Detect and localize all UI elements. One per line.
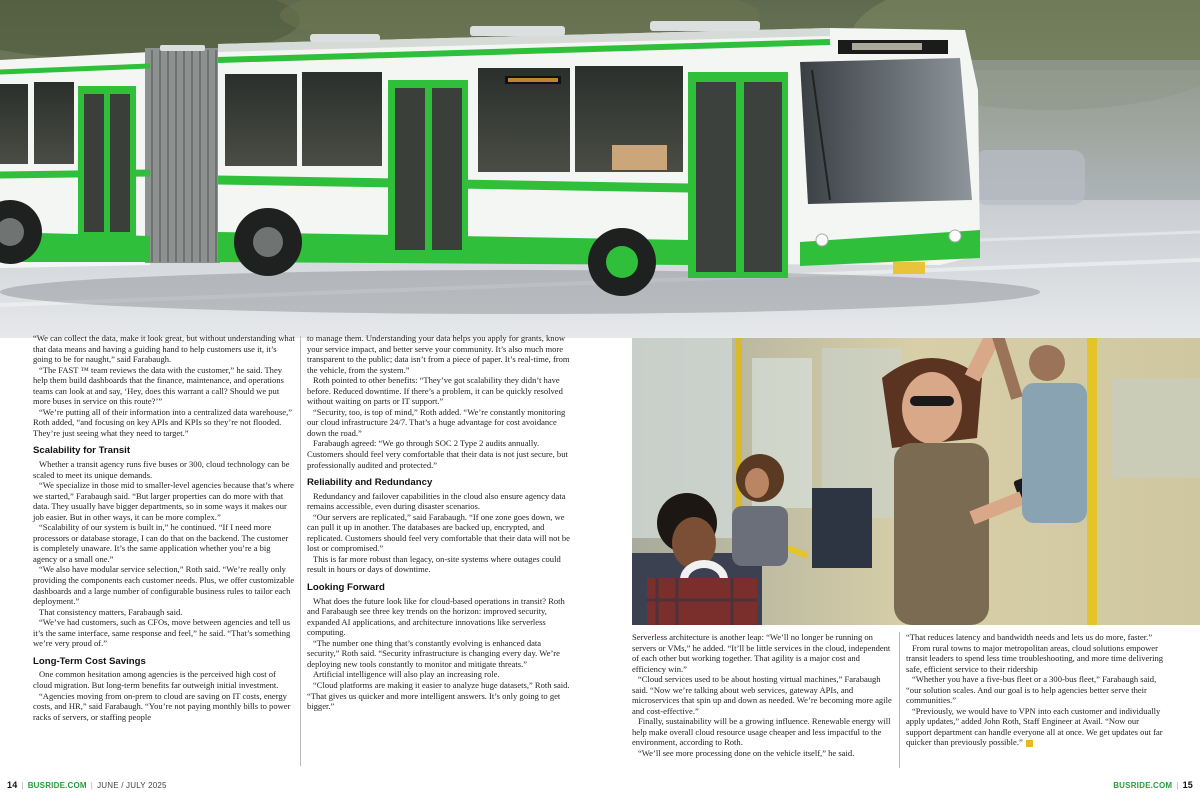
paragraph: “That reduces latency and bandwidth needs and lets us do more, faster.” bbox=[906, 632, 1153, 642]
paragraph: “We also have modular service selection,” Roth said. “We’re really only providing the components each customer needs. Plus, we offer customizable dashboards and a large number of configurable business rules to tailor each deployment.” bbox=[33, 564, 295, 607]
folio-right: BUSRIDE.COM | 15 bbox=[1113, 780, 1193, 790]
paragraph: “The FAST ™ team reviews the data with the customer,” he said. They help them build dashboards that the finance, maintenance, and operations teams can look at and say, ‘Hey, does this warrant a call? Should we put more buses in service on this route?’” bbox=[33, 364, 284, 407]
bus-photo bbox=[0, 0, 1200, 338]
paragraph: “Whether you have a five-bus fleet or a 300-bus fleet,” Farabaugh said, “our solution scales. And our goal is to help agencies better serve their communities.” bbox=[906, 674, 1157, 706]
article-column-4 bbox=[906, 632, 1166, 748]
paragraph: Whether a transit agency runs five buses or 300, cloud technology can be scaled to meet its unique demands. bbox=[33, 459, 290, 480]
paragraph: “We’re putting all of their information into a centralized data warehouse,” Roth added, “and focusing on key APIs and KPIs so they’re not flooded. They’re just seeing what they need to target.” bbox=[33, 406, 293, 438]
paragraph: “Security, too, is top of mind,” Roth added. “We’re constantly monitoring our cloud infrastructure 24/7. That’s a huge advantage for cost avoidance down the road.” bbox=[307, 406, 566, 438]
column-divider bbox=[899, 632, 900, 768]
paragraph: Farabaugh agreed: “We go through SOC 2 Type 2 audits annually. Customers should feel very comfortable that their data is not just secure, but professionally audited and protected.” bbox=[307, 438, 568, 470]
closing-paragraph-text: “Previously, we would have to VPN into each customer and individually apply updates,” added John Roth, Staff Engineer at Avail. “Now our support department can handle everyone all at once. We get updates out far quicker than previously possible.” bbox=[906, 705, 1163, 748]
passengers-illustration bbox=[632, 338, 1200, 625]
paragraph: Artificial intelligence will also play an increasing role. bbox=[313, 669, 500, 680]
paragraph: “Cloud services used to be about hosting virtual machines,” Farabaugh said. “Now we’re talking about web services, gateway APIs, and microservices that spin up and down as needed. We’re becoming more agile and cost-effective.” bbox=[632, 674, 892, 716]
section-heading-cost-savings: Long-Term Cost Savings bbox=[33, 655, 146, 667]
article-column-2 bbox=[307, 333, 570, 712]
article-column-1 bbox=[33, 333, 295, 722]
page-number-left: 14 bbox=[7, 780, 18, 790]
paragraph: “Cloud platforms are making it easier to analyze huge datasets,” Roth said. “That gives us quicker and more intelligent answers. It’s only going to get bigger.” bbox=[307, 679, 570, 712]
paragraph: “We’ll see more processing done on the vehicle itself,” he said. bbox=[638, 748, 855, 759]
issue-date: JUNE / JULY 2025 bbox=[97, 781, 167, 790]
page-number-right: 15 bbox=[1182, 780, 1193, 790]
paragraph: One common hesitation among agencies is the perceived high cost of cloud migration. But long-term benefits far outweigh initial investment. bbox=[33, 669, 279, 690]
paragraph: “Agencies moving from on-prem to cloud are saving on IT costs, energy costs, and HR,” said Farabaugh. “You’re not paying monthly bills to power racks of servers, or staffing people bbox=[33, 690, 291, 722]
brand-link-right[interactable]: BUSRIDE.COM bbox=[1113, 781, 1173, 790]
paragraph: “We specialize in those mid to smaller-level agencies because that’s where we started,” Farabaugh said. “But larger properties can do more with that data. They usually have bigger departments, so in some ways it makes our job easier. But in other ways, it can be more complex.” bbox=[33, 480, 294, 522]
paragraph: From rural towns to major metropolitan areas, cloud solutions empower transit leaders to spend less time troubleshooting, and more time delivering safe, efficient service to their ridership bbox=[906, 642, 1164, 674]
paragraph bbox=[906, 706, 1166, 748]
paragraph: What does the future look like for cloud-based operations in transit? Roth and Farabaugh see three key trends on the horizon: improved security, expanded AI applications, and architecture innovations like serverless computing. bbox=[307, 595, 565, 638]
bus-illustration bbox=[0, 0, 1200, 338]
section-heading-scalability: Scalability for Transit bbox=[33, 445, 131, 457]
brand-link-left[interactable]: BUSRIDE.COM bbox=[27, 781, 87, 790]
paragraph: to manage them. Understanding your data helps you apply for grants, know your service impact, and better serve your community. It’s also much more transparent to the public; data isn’t from a piece of paper. It’s real-time, from the vehicle, from the system.” bbox=[307, 333, 570, 375]
passengers-photo bbox=[632, 338, 1200, 625]
paragraph: Redundancy and failover capabilities in the cloud also ensure agency data remains accessible, even during disaster scenarios. bbox=[307, 490, 566, 512]
paragraph: Serverless architecture is another leap: “We’ll no longer be running on servers or VMs,” he added. “It’ll be little services in the cloud, independent of each other but working together. That agility is a major cost and efficiency win.” bbox=[632, 632, 891, 674]
paragraph: Roth pointed to other benefits: “They’ve got scalability they didn’t have before. Reduced downtime. If there’s a problem, it can be quickly resolved without waiting on parts or IT support.” bbox=[307, 375, 563, 407]
paragraph: Finally, sustainability will be a growing influence. Renewable energy will help make overall cloud resource usage cheaper and less impactful to the environment, according to Roth. bbox=[632, 716, 891, 748]
column-divider bbox=[300, 336, 301, 766]
paragraph: “We can collect the data, make it look great, but without understanding what that data means and having a guiding hand to help customers use it, it’s going to be for naught,” said Farabaugh. bbox=[33, 333, 295, 365]
paragraph: “The number one thing that’s constantly evolving is enhanced data security,” Roth said. “Security infrastructure is changing every day. We’re deploying new tools constantly to monitor and mitigate threats.” bbox=[307, 637, 560, 669]
end-of-article-icon bbox=[1026, 740, 1033, 747]
section-heading-looking-forward: Looking Forward bbox=[307, 582, 385, 594]
section-heading-reliability: Reliability and Redundancy bbox=[307, 477, 433, 489]
folio-left: 14 | BUSRIDE.COM | JUNE / JULY 2025 bbox=[7, 780, 167, 790]
article-column-3 bbox=[632, 632, 893, 759]
paragraph: “Our servers are replicated,” said Farabaugh. “If one zone goes down, we can pull it up in another. The databases are backed up, encrypted, and replicated. Customers should feel very comfortable that their data will not be lost or compromised.” bbox=[307, 511, 570, 554]
paragraph: This is far more robust than legacy, on-site systems where outages could result in hours or days of downtime. bbox=[307, 553, 561, 575]
paragraph: “Scalability of our system is built in,” he continued. “If I need more processors or database storage, I can do that on the backend. The customer is completely unaware. It’s the same application whether you’re a big agency or a small one.” bbox=[33, 522, 289, 564]
paragraph: That consistency matters, Farabaugh said. bbox=[39, 606, 183, 617]
paragraph: “We’ve had customers, such as CFOs, move between agencies and tell us it’s the same interface, same response and feel,” he said. “That’s something we’re very proud of.” bbox=[33, 617, 291, 649]
